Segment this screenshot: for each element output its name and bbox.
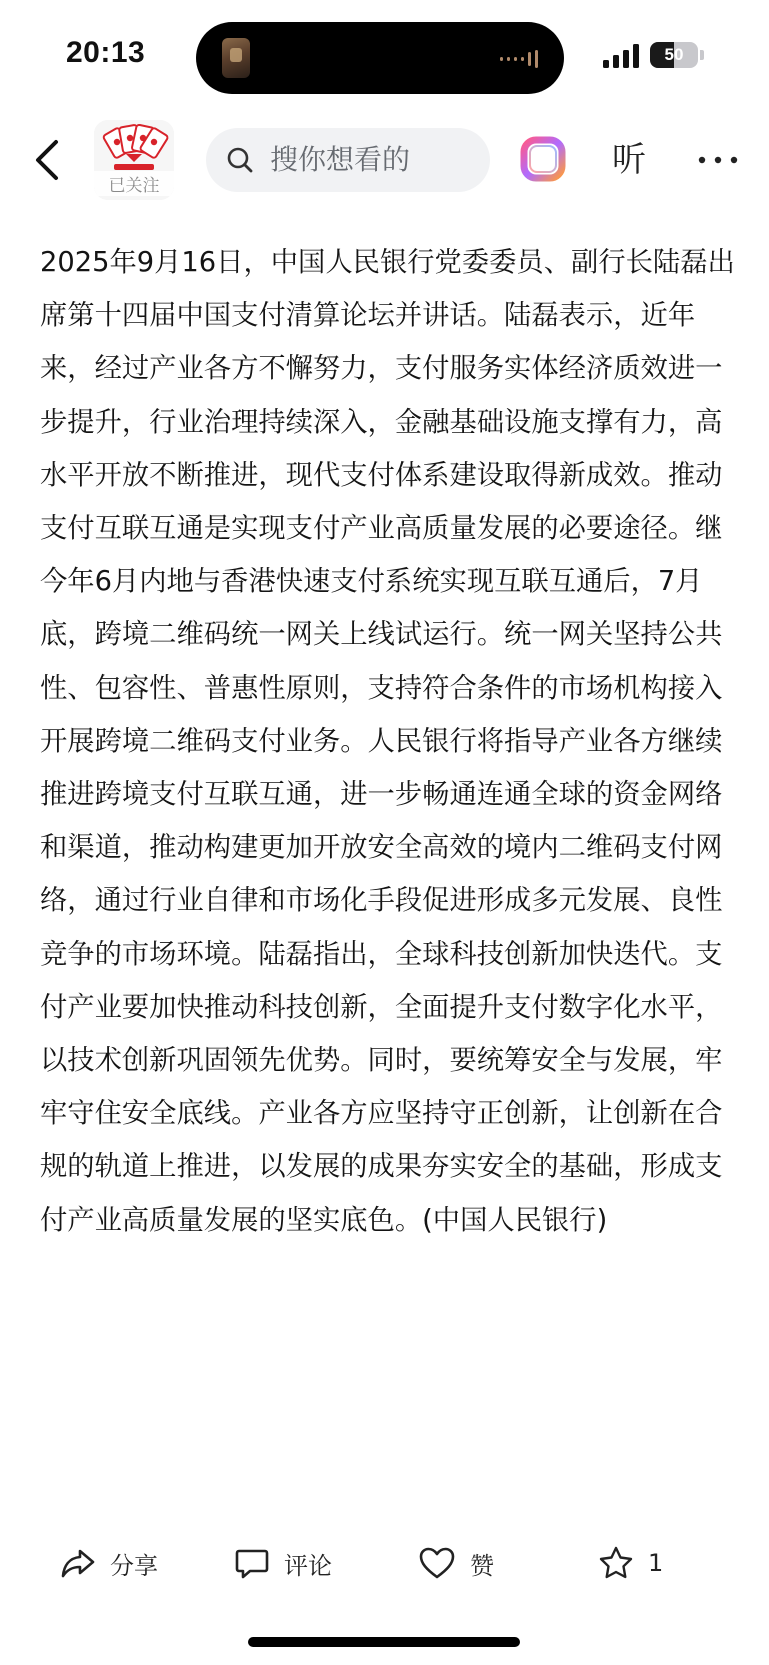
search-placeholder: 搜你想看的 xyxy=(270,143,411,176)
comment-icon xyxy=(234,1545,270,1581)
share-button[interactable] xyxy=(60,1528,158,1598)
followed-badge: 已关注 xyxy=(94,171,174,196)
share-icon xyxy=(60,1545,96,1581)
comment-label: 评论 xyxy=(284,1551,332,1580)
more-dots-icon xyxy=(699,157,737,163)
top-navigation-bar xyxy=(0,118,769,202)
home-indicator[interactable] xyxy=(248,1637,520,1647)
like-label: 赞 xyxy=(470,1551,494,1580)
status-time: 20:13 xyxy=(66,36,146,69)
comment-button[interactable] xyxy=(234,1528,332,1598)
battery-cap xyxy=(700,50,704,60)
audio-wave-icon xyxy=(500,50,538,68)
favorite-button[interactable] xyxy=(598,1528,663,1598)
heart-icon xyxy=(418,1545,456,1581)
search-icon xyxy=(226,146,254,174)
favorite-count: 1 xyxy=(648,1549,664,1577)
account-avatar[interactable] xyxy=(94,120,174,200)
battery-icon xyxy=(650,42,698,68)
dynamic-island[interactable] xyxy=(196,22,564,94)
share-label: 分享 xyxy=(110,1551,158,1580)
status-bar xyxy=(0,0,769,110)
like-button[interactable] xyxy=(418,1528,494,1598)
chevron-left-icon xyxy=(38,142,56,178)
now-playing-album-icon xyxy=(222,38,250,78)
signal-icon xyxy=(603,44,641,68)
battery-percentage: 50 xyxy=(664,45,684,64)
star-icon xyxy=(598,1545,634,1581)
more-button[interactable] xyxy=(694,136,742,184)
bottom-action-bar xyxy=(0,1528,769,1598)
search-input[interactable] xyxy=(206,128,490,192)
ai-assistant-icon[interactable] xyxy=(520,136,566,182)
back-button[interactable] xyxy=(28,134,72,186)
listen-button[interactable]: 听 xyxy=(612,140,646,180)
article-body: 2025年9月16日，中国人民银行党委委员、副行长陆磊出席第十四届中国支付清算论坛并讲话。陆磊表示，近年来，经过产业各方不懈努力，支付服务实体经济质效进一步提升，行业治理持续深入，金融基础设施支撑有力，高水平开放不断推进，现代支付体系建设取得新成效。推动支付互联互通是实现支付产业高质量发展的必要途径。继今年6月内地与香港快速支付系统实现互联互通后，7月底，跨境二维码统一网关上线试运行。统一网关坚持公共性、包容性、普惠性原则，支持符合条件的市场机构接入开展跨境二维码支付业务。人民银行将指导产业各方继续推进跨境支付互联互通，进一步畅通连通全球的资金网络和渠道，推动构建更加开放安全高效的境内二维码支付网络，通过行业自律和市场化手段促进形成多元发展、良性竞争的市场环境。陆磊指出，全球科技创新加快迭代。支付产业要加快推动科技创新，全面提升支付数字化水平，以技术创新巩固领先优势。同时，要统筹安全与发展，牢牢守住安全底线。产业各方应坚持守正创新，让创新在合规的轨道上推进，以发展的成果夯实安全的基础，形成支付产业高质量发展的坚实底色。(中国人民银行) xyxy=(40,247,735,1236)
